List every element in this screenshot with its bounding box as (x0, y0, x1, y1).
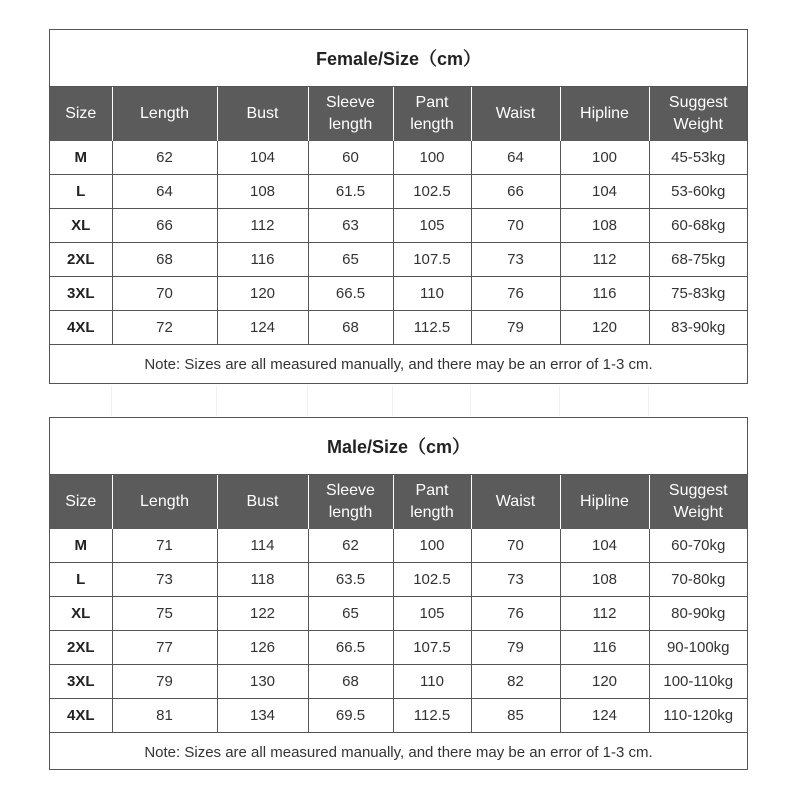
value-cell: 76 (471, 597, 560, 631)
column-header-suggest-weight: Suggest Weight (649, 475, 747, 529)
value-cell: 68 (112, 243, 217, 277)
value-cell: 108 (560, 209, 649, 243)
measurement-note: Note: Sizes are all measured manually, and there may be an error of 1-3 cm. (144, 743, 653, 761)
column-header-hipline: Hipline (560, 87, 649, 141)
value-cell: 116 (560, 277, 649, 311)
value-cell: 126 (217, 631, 308, 665)
value-cell: 110 (393, 665, 471, 699)
value-cell: 108 (217, 175, 308, 209)
table-row (50, 311, 747, 345)
value-cell: 116 (560, 631, 649, 665)
value-cell: 79 (471, 311, 560, 345)
value-cell: 70 (112, 277, 217, 311)
size-cell: 2XL (50, 631, 112, 665)
value-cell: 83-90kg (649, 311, 747, 345)
value-cell: 90-100kg (649, 631, 747, 665)
table-row (50, 529, 747, 563)
female-size-chart (49, 29, 748, 384)
value-cell: 110 (393, 277, 471, 311)
table-row (50, 631, 747, 665)
column-header-length: Length (112, 475, 217, 529)
value-cell: 72 (112, 311, 217, 345)
value-cell: 102.5 (393, 175, 471, 209)
value-cell: 66.5 (308, 631, 393, 665)
value-cell: 110-120kg (649, 699, 747, 733)
value-cell: 65 (308, 597, 393, 631)
value-cell: 112.5 (393, 699, 471, 733)
column-header-size: Size (50, 475, 112, 529)
value-cell: 112.5 (393, 311, 471, 345)
table-row (50, 665, 747, 699)
column-header-bust: Bust (217, 87, 308, 141)
value-cell: 70 (471, 529, 560, 563)
value-cell: 66 (112, 209, 217, 243)
size-cell: 3XL (50, 665, 112, 699)
value-cell: 77 (112, 631, 217, 665)
value-cell: 82 (471, 665, 560, 699)
value-cell: 85 (471, 699, 560, 733)
column-header-hipline: Hipline (560, 475, 649, 529)
value-cell: 112 (560, 597, 649, 631)
male-chart-title: Male/Size（cm） (50, 418, 747, 475)
value-cell: 70 (471, 209, 560, 243)
table-body (50, 529, 747, 733)
value-cell: 62 (308, 529, 393, 563)
table-row (50, 699, 747, 733)
female-size-table (50, 87, 747, 345)
value-cell: 108 (560, 563, 649, 597)
size-cell: M (50, 141, 112, 175)
size-cell: 3XL (50, 277, 112, 311)
value-cell: 112 (560, 243, 649, 277)
value-cell: 79 (471, 631, 560, 665)
value-cell: 75-83kg (649, 277, 747, 311)
value-cell: 64 (112, 175, 217, 209)
value-cell: 45-53kg (649, 141, 747, 175)
size-cell: 4XL (50, 699, 112, 733)
value-cell: 105 (393, 209, 471, 243)
column-header-length: Length (112, 87, 217, 141)
value-cell: 65 (308, 243, 393, 277)
value-cell: 76 (471, 277, 560, 311)
value-cell: 118 (217, 563, 308, 597)
table-row (50, 209, 747, 243)
value-cell: 120 (217, 277, 308, 311)
value-cell: 63 (308, 209, 393, 243)
measurement-note: Note: Sizes are all measured manually, and there may be an error of 1-3 cm. (144, 355, 653, 373)
value-cell: 70-80kg (649, 563, 747, 597)
value-cell: 64 (471, 141, 560, 175)
column-header-sleeve-length: Sleeve length (308, 475, 393, 529)
value-cell: 73 (112, 563, 217, 597)
size-cell: 4XL (50, 311, 112, 345)
size-cell: L (50, 563, 112, 597)
value-cell: 66.5 (308, 277, 393, 311)
female-chart-title: Female/Size（cm） (50, 30, 747, 87)
value-cell: 112 (217, 209, 308, 243)
value-cell: 130 (217, 665, 308, 699)
value-cell: 124 (217, 311, 308, 345)
table-row (50, 597, 747, 631)
value-cell: 100 (393, 141, 471, 175)
value-cell: 100 (393, 529, 471, 563)
value-cell: 62 (112, 141, 217, 175)
value-cell: 102.5 (393, 563, 471, 597)
value-cell: 107.5 (393, 631, 471, 665)
value-cell: 104 (217, 141, 308, 175)
value-cell: 61.5 (308, 175, 393, 209)
value-cell: 104 (560, 529, 649, 563)
column-header-waist: Waist (471, 87, 560, 141)
male-size-table (50, 475, 747, 733)
value-cell: 79 (112, 665, 217, 699)
column-header-suggest-weight: Suggest Weight (649, 87, 747, 141)
header-row (50, 87, 747, 141)
value-cell: 104 (560, 175, 649, 209)
table-row (50, 141, 747, 175)
value-cell: 60-68kg (649, 209, 747, 243)
value-cell: 81 (112, 699, 217, 733)
value-cell: 73 (471, 243, 560, 277)
value-cell: 124 (560, 699, 649, 733)
size-cell: XL (50, 597, 112, 631)
table-row (50, 277, 747, 311)
table-row (50, 243, 747, 277)
column-header-size: Size (50, 87, 112, 141)
value-cell: 75 (112, 597, 217, 631)
column-header-sleeve-length: Sleeve length (308, 87, 393, 141)
column-header-bust: Bust (217, 475, 308, 529)
column-header-waist: Waist (471, 475, 560, 529)
size-cell: M (50, 529, 112, 563)
value-cell: 66 (471, 175, 560, 209)
value-cell: 73 (471, 563, 560, 597)
separator-gridlines (49, 386, 748, 416)
value-cell: 114 (217, 529, 308, 563)
value-cell: 107.5 (393, 243, 471, 277)
value-cell: 68-75kg (649, 243, 747, 277)
value-cell: 100 (560, 141, 649, 175)
value-cell: 68 (308, 311, 393, 345)
value-cell: 120 (560, 665, 649, 699)
column-header-pant-length: Pant length (393, 87, 471, 141)
size-cell: L (50, 175, 112, 209)
value-cell: 120 (560, 311, 649, 345)
column-header-pant-length: Pant length (393, 475, 471, 529)
size-cell: XL (50, 209, 112, 243)
value-cell: 60-70kg (649, 529, 747, 563)
table-row (50, 563, 747, 597)
value-cell: 122 (217, 597, 308, 631)
size-cell: 2XL (50, 243, 112, 277)
header-row (50, 475, 747, 529)
table-row (50, 175, 747, 209)
value-cell: 105 (393, 597, 471, 631)
male-size-chart (49, 417, 748, 770)
value-cell: 63.5 (308, 563, 393, 597)
table-body (50, 141, 747, 345)
value-cell: 60 (308, 141, 393, 175)
value-cell: 68 (308, 665, 393, 699)
value-cell: 116 (217, 243, 308, 277)
value-cell: 71 (112, 529, 217, 563)
value-cell: 100-110kg (649, 665, 747, 699)
value-cell: 80-90kg (649, 597, 747, 631)
value-cell: 69.5 (308, 699, 393, 733)
value-cell: 134 (217, 699, 308, 733)
value-cell: 53-60kg (649, 175, 747, 209)
